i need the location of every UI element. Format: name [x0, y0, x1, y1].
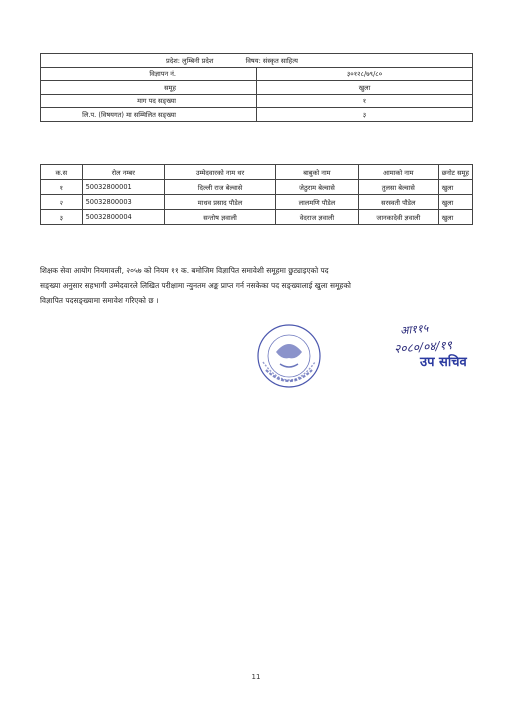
info-row-value: ३ — [257, 108, 473, 122]
page-number: 11 — [251, 673, 261, 681]
cell-roll-number: 50032800004 — [82, 210, 165, 225]
cell-mother-name: सरस्वती पौडेल — [358, 195, 438, 210]
info-row-label: समूह — [41, 81, 257, 95]
info-row-label: विज्ञापन नं. — [41, 67, 257, 81]
info-row-label: लि.प. (विषयगत) मा सम्मिलित सङ्ख्या — [41, 108, 257, 122]
candidate-header-row — [41, 165, 473, 180]
cell-mother-name: तुलसा बेल्वासे — [358, 180, 438, 195]
info-row — [41, 108, 473, 122]
header-roll-number: रोल नम्बर — [82, 165, 165, 180]
cell-roll-number: 50032800003 — [82, 195, 165, 210]
signature-date: २०८०/०४/१९ — [393, 337, 453, 357]
info-row-value: खुला — [257, 81, 473, 95]
info-row-label: माग पद सङ्ख्या — [41, 94, 257, 108]
header-selection-group: छनोट समूह — [438, 165, 472, 180]
header-candidate-name: उम्मेदवारको नाम थर — [165, 165, 276, 180]
table-row — [41, 210, 473, 225]
header-father-name: बाबुको नाम — [275, 165, 358, 180]
notice-line: विज्ञापित पदसङ्ख्यामा समावेश गरिएको छ । — [40, 296, 159, 305]
cell-father-name: लालमणि पौडेल — [275, 195, 358, 210]
cell-father-name: जेठुराम बेल्वासे — [275, 180, 358, 195]
cell-serial: ३ — [41, 210, 83, 225]
info-row-value: ३०१२८/७९/८० — [257, 67, 473, 81]
cell-candidate-name: दिल्ली राज बेल्वासे — [165, 180, 276, 195]
cell-serial: २ — [41, 195, 83, 210]
cell-serial: १ — [41, 180, 83, 195]
handwritten-signature: आ११५ — [399, 321, 430, 338]
header-mother-name: आमाको नाम — [358, 165, 438, 180]
info-header-row — [41, 54, 473, 68]
province-label: प्रदेश: लुम्बिनी प्रदेश — [166, 56, 214, 65]
advertisement-info-table — [40, 53, 473, 122]
cell-candidate-name: माधव प्रसाद पौडेल — [165, 195, 276, 210]
table-row — [41, 195, 473, 210]
cell-selection-group: खुला — [438, 210, 472, 225]
official-seal — [254, 322, 324, 394]
notice-line: शिक्षक सेवा आयोग नियमावली, २०५७ को नियम ११ क. बमोजिम विज्ञापित समावेशी समूहमा छुट्याइएको पद — [40, 266, 329, 275]
info-row — [41, 94, 473, 108]
notice-line: सङ्ख्या अनुसार सहभागी उम्मेदवारले लिखित परीक्षामा न्युनतम अङ्क प्राप्त गर्न नसकेका पद सङ्ख्यालाई खुला समूहको — [40, 281, 351, 290]
info-row — [41, 81, 473, 95]
info-row — [41, 67, 473, 81]
notice-paragraph — [40, 263, 476, 308]
cell-candidate-name: सन्तोष ज्ञवाली — [165, 210, 276, 225]
subject-label: विषय: संस्कृत साहित्य — [245, 56, 298, 65]
table-row — [41, 180, 473, 195]
cell-selection-group: खुला — [438, 180, 472, 195]
cell-roll-number: 50032800001 — [82, 180, 165, 195]
header-serial: क.स — [41, 165, 83, 180]
info-header-cell — [41, 54, 473, 68]
cell-mother-name: जानकादेवी ज्ञवाली — [358, 210, 438, 225]
info-row-value: १ — [257, 94, 473, 108]
signatory-title: उप सचिव — [420, 355, 467, 370]
cell-father-name: वेदराज ज्ञवाली — [275, 210, 358, 225]
cell-selection-group: खुला — [438, 195, 472, 210]
candidate-table — [40, 164, 473, 225]
